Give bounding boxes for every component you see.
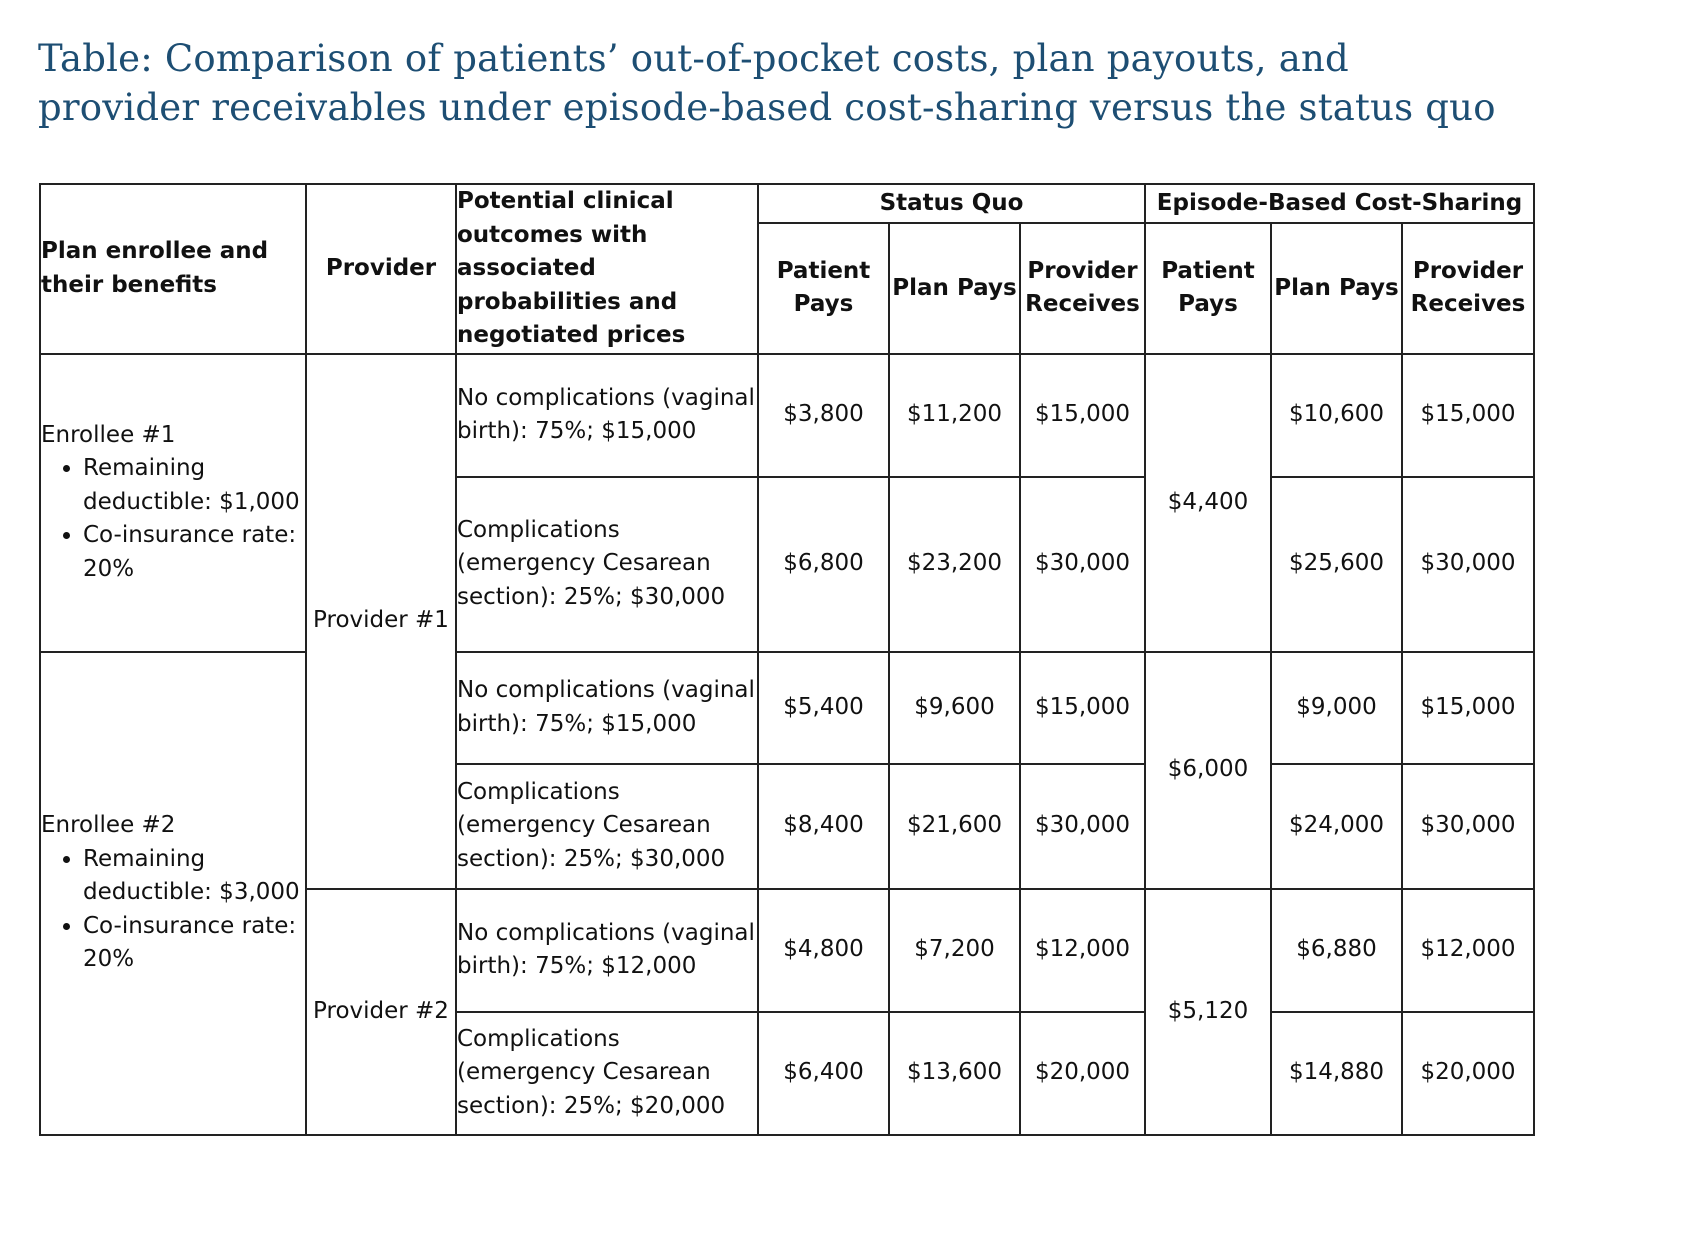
- header-ep-plan-pays: Plan Pays: [1271, 223, 1402, 353]
- sq-plan-pays: $13,600: [889, 1012, 1020, 1135]
- sq-patient-pays: $3,800: [758, 354, 889, 477]
- header-sq-patient-pays: Patient Pays: [758, 223, 889, 353]
- comparison-table: [39, 183, 1535, 1136]
- sq-plan-pays: $9,600: [889, 652, 1020, 764]
- sq-provider-receives: $30,000: [1020, 477, 1145, 652]
- ep-plan-pays: $24,000: [1271, 764, 1402, 889]
- provider-2-cell: Provider #2: [306, 889, 456, 1135]
- sq-patient-pays: $6,400: [758, 1012, 889, 1135]
- header-provider: Provider: [306, 184, 456, 354]
- benefit-deductible: • Remaining deductible: $3,000: [83, 843, 305, 910]
- sq-provider-receives: $15,000: [1020, 652, 1145, 764]
- benefit-deductible: • Remaining deductible: $1,000: [83, 452, 305, 519]
- ep-provider-receives: $12,000: [1402, 889, 1534, 1012]
- header-ep-patient-pays: Patient Pays: [1145, 223, 1271, 353]
- enrollee-name: Enrollee #2: [41, 812, 176, 839]
- provider-1-cell: Provider #1: [306, 354, 456, 889]
- outcome-cell: No complications (vaginal birth): 75%; $15,000: [456, 354, 758, 477]
- outcome-cell: No complications (vaginal birth): 75%; $12,000: [456, 889, 758, 1012]
- sq-patient-pays: $4,800: [758, 889, 889, 1012]
- header-status-quo: Status Quo: [758, 184, 1145, 223]
- header-sq-plan-pays: Plan Pays: [889, 223, 1020, 353]
- header-enrollee: Plan enrollee and their benefits: [40, 184, 306, 354]
- sq-plan-pays: $7,200: [889, 889, 1020, 1012]
- ep-provider-receives: $15,000: [1402, 354, 1534, 477]
- ep-plan-pays: $10,600: [1271, 354, 1402, 477]
- ep-provider-receives: $30,000: [1402, 764, 1534, 889]
- sq-provider-receives: $12,000: [1020, 889, 1145, 1012]
- table-title-line-1: Table: Comparison of patients’ out-of-pocket costs, plan payouts, and: [38, 37, 1349, 80]
- ep-patient-pays: $5,120: [1145, 889, 1271, 1135]
- header-ep-provider-receives: Provider Receives: [1402, 223, 1534, 353]
- sq-patient-pays: $8,400: [758, 764, 889, 889]
- ep-plan-pays: $9,000: [1271, 652, 1402, 764]
- table-row: [40, 652, 1534, 764]
- ep-provider-receives: $15,000: [1402, 652, 1534, 764]
- enrollee-name: Enrollee #1: [41, 421, 176, 448]
- sq-plan-pays: $11,200: [889, 354, 1020, 477]
- enrollee-benefits-list: [41, 452, 305, 586]
- sq-patient-pays: $6,800: [758, 477, 889, 652]
- sq-provider-receives: $15,000: [1020, 354, 1145, 477]
- header-outcome: Potential clinical outcomes with associated probabilities and negotiated prices: [456, 184, 758, 354]
- outcome-cell: Complications (emergency Cesarean section): 25%; $30,000: [456, 764, 758, 889]
- header-group-row: [40, 184, 1534, 223]
- table-title-line-2: provider receivables under episode-based cost-sharing versus the status quo: [38, 86, 1496, 129]
- ep-plan-pays: $25,600: [1271, 477, 1402, 652]
- outcome-cell: No complications (vaginal birth): 75%; $15,000: [456, 652, 758, 764]
- ep-plan-pays: $14,880: [1271, 1012, 1402, 1135]
- header-sq-provider-receives: Provider Receives: [1020, 223, 1145, 353]
- outcome-cell: Complications (emergency Cesarean section): 25%; $20,000: [456, 1012, 758, 1135]
- ep-patient-pays: $6,000: [1145, 652, 1271, 889]
- sq-provider-receives: $20,000: [1020, 1012, 1145, 1135]
- sq-plan-pays: $23,200: [889, 477, 1020, 652]
- table-row: [40, 354, 1534, 477]
- ep-plan-pays: $6,880: [1271, 889, 1402, 1012]
- enrollee-1-cell: [40, 354, 306, 652]
- benefit-coinsurance: • Co-insurance rate: 20%: [83, 910, 305, 977]
- table-title: [38, 34, 1538, 132]
- ep-patient-pays: $4,400: [1145, 354, 1271, 652]
- sq-plan-pays: $21,600: [889, 764, 1020, 889]
- enrollee-benefits-list: [41, 843, 305, 977]
- enrollee-2-cell: [40, 652, 306, 1135]
- sq-provider-receives: $30,000: [1020, 764, 1145, 889]
- ep-provider-receives: $20,000: [1402, 1012, 1534, 1135]
- ep-provider-receives: $30,000: [1402, 477, 1534, 652]
- outcome-cell: Complications (emergency Cesarean section): 25%; $30,000: [456, 477, 758, 652]
- benefit-coinsurance: • Co-insurance rate: 20%: [83, 519, 305, 586]
- sq-patient-pays: $5,400: [758, 652, 889, 764]
- header-episode-based: Episode-Based Cost-Sharing: [1145, 184, 1534, 223]
